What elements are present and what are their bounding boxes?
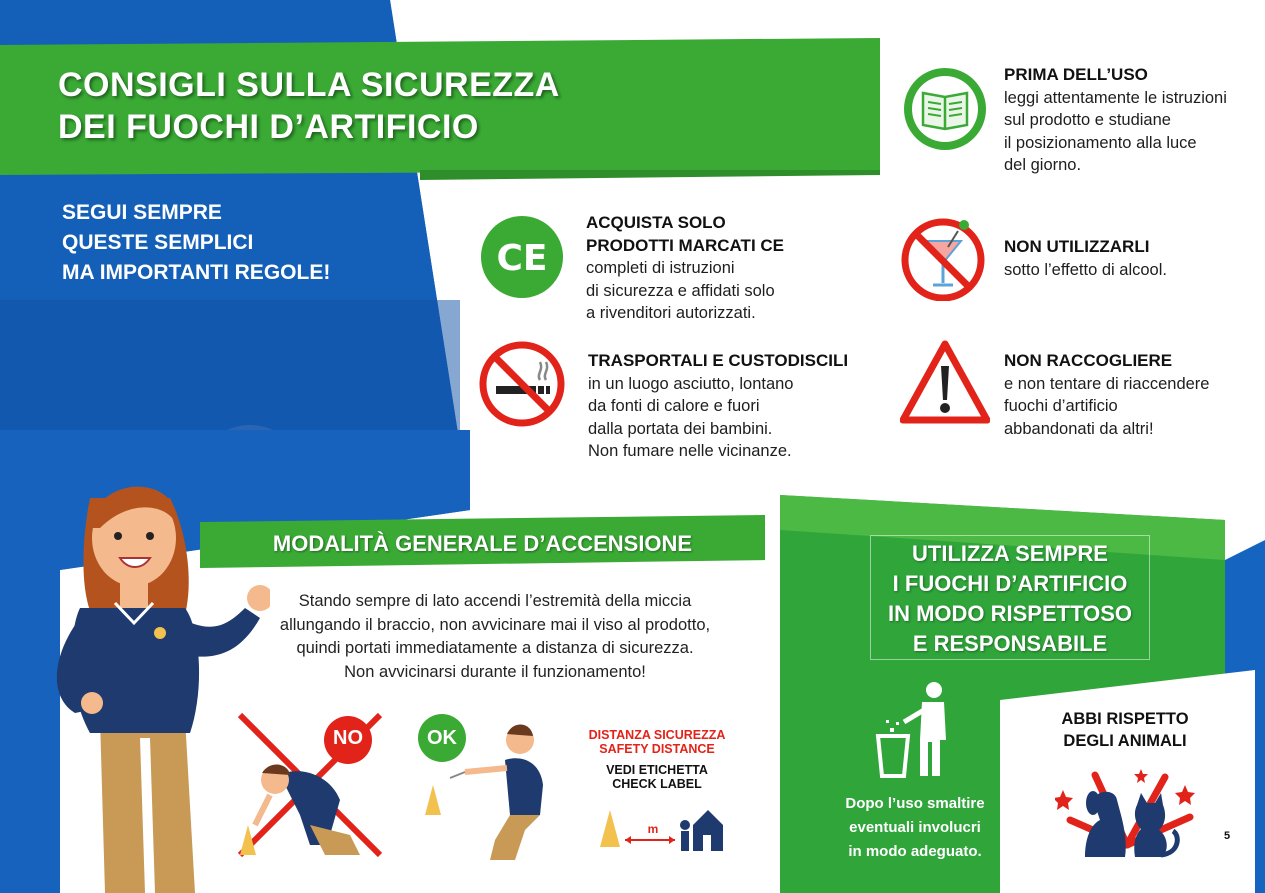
ce-mark-icon [480, 215, 564, 299]
rule-collect-line: abbandonati da altri! [1004, 419, 1154, 438]
disposal-line: in modo adeguato. [848, 843, 982, 860]
rule-collect-line: e non tentare di riaccendere [1004, 374, 1210, 393]
subtitle-line-1: SEGUI SEMPRE [62, 201, 222, 224]
animals-line: DEGLI ANIMALI [1063, 732, 1187, 750]
rule-ce-line: di sicurezza e affidati solo [586, 281, 775, 300]
ok-label: OK [427, 727, 457, 749]
disposal-line: Dopo l’uso smaltire [845, 795, 985, 812]
responsible-line: IN MODO RISPETTOSO [887, 601, 1133, 626]
animals-line: ABBI RISPETTO [1061, 710, 1189, 728]
warning-icon [900, 340, 990, 424]
rule-alcohol-heading: NON UTILIZZARLI [1004, 237, 1150, 256]
subtitle-line-3: MA IMPORTANTI REGOLE! [62, 261, 331, 284]
safety-distance-line: DISTANZA SICUREZZA [588, 728, 726, 742]
animals-icon [1055, 765, 1200, 860]
rule-transport [588, 350, 878, 463]
check-label-line: CHECK LABEL [612, 777, 702, 791]
disposal-line: eventuali involucri [849, 819, 981, 836]
responsible-line: E RESPONSABILE [912, 631, 1108, 656]
ce-mark-text: CE [496, 238, 548, 279]
rule-before-use-line: sul prodotto e studiane [1004, 111, 1171, 129]
responsible-use-box [870, 535, 1150, 660]
meter-label: m [647, 822, 659, 836]
rule-ce-heading-1: ACQUISTA SOLO [586, 213, 726, 232]
no-alcohol-icon [900, 213, 986, 301]
trash-disposal-icon [872, 680, 957, 780]
ignition-section-title: MODALITÀ GENERALE D’ACCENSIONE [272, 531, 693, 556]
rule-before-use-heading: PRIMA DELL’USO [1004, 65, 1148, 84]
rule-transport-line: in un luogo asciutto, lontano [588, 374, 794, 393]
safety-distance-line: SAFETY DISTANCE [599, 742, 715, 756]
rule-alcohol [1004, 236, 1259, 281]
rule-transport-heading: TRASPORTALI E CUSTODISCILI [588, 351, 849, 370]
rule-before-use-line: il posizionamento alla luce [1004, 133, 1197, 152]
wrong-lighting-illustration [230, 705, 400, 865]
animals-heading [1010, 708, 1240, 752]
rule-transport-line: Non fumare nelle vicinanze. [588, 442, 792, 460]
rule-collect-line: fuochi d’artificio [1004, 397, 1118, 415]
ignition-line: quindi portati immediatamente a distanza di sicurezza. [296, 639, 694, 657]
subtitle-line-2: QUESTE SEMPLICI [62, 231, 254, 254]
ignition-instructions [230, 590, 760, 684]
title-line-2: DEI FUOCHI D’ARTIFICIO [58, 108, 479, 146]
rule-before-use [1004, 64, 1259, 177]
disposal-text [820, 792, 1010, 864]
check-label-line: VEDI ETICHETTA [606, 763, 708, 777]
title-line-1: CONSIGLI SULLA SICUREZZA [58, 66, 560, 104]
responsible-line: UTILIZZA SEMPRE [912, 541, 1108, 566]
no-label: NO [333, 727, 363, 749]
rule-ce-line: a rivenditori autorizzati. [586, 304, 756, 322]
check-label-text [582, 763, 732, 791]
rule-collect-heading: NON RACCOGLIERE [1004, 351, 1173, 370]
rule-ce-line: completi di istruzioni [586, 259, 735, 277]
rule-alcohol-line: sotto l’effetto di alcool. [1004, 260, 1167, 279]
page-number: 5 [1224, 830, 1231, 842]
safety-distance-label [582, 728, 732, 756]
rule-before-use-line: leggi attentamente le istruzioni [1004, 88, 1227, 107]
rule-ce [586, 212, 876, 325]
ignition-line: allungando il braccio, non avvicinare mai il viso al prodotto, [279, 615, 711, 634]
responsible-line: I FUOCHI D’ARTIFICIO [892, 571, 1128, 596]
rule-collect [1004, 350, 1259, 440]
rule-ce-heading-2: PRODOTTI MARCATI CE [586, 235, 785, 255]
rule-transport-line: da fonti di calore e fuori [588, 397, 760, 415]
rule-before-use-line: del giorno. [1004, 156, 1082, 174]
rule-transport-line: dalla portata dei bambini. [588, 419, 773, 438]
page-title [58, 64, 758, 148]
subtitle [62, 198, 422, 288]
book-icon [903, 67, 987, 151]
ignition-line: Stando sempre di lato accendi l’estremità della miccia [298, 592, 692, 610]
ignition-line: Non avvicinarsi durante il funzionamento! [344, 662, 646, 681]
no-smoking-icon [478, 340, 566, 428]
